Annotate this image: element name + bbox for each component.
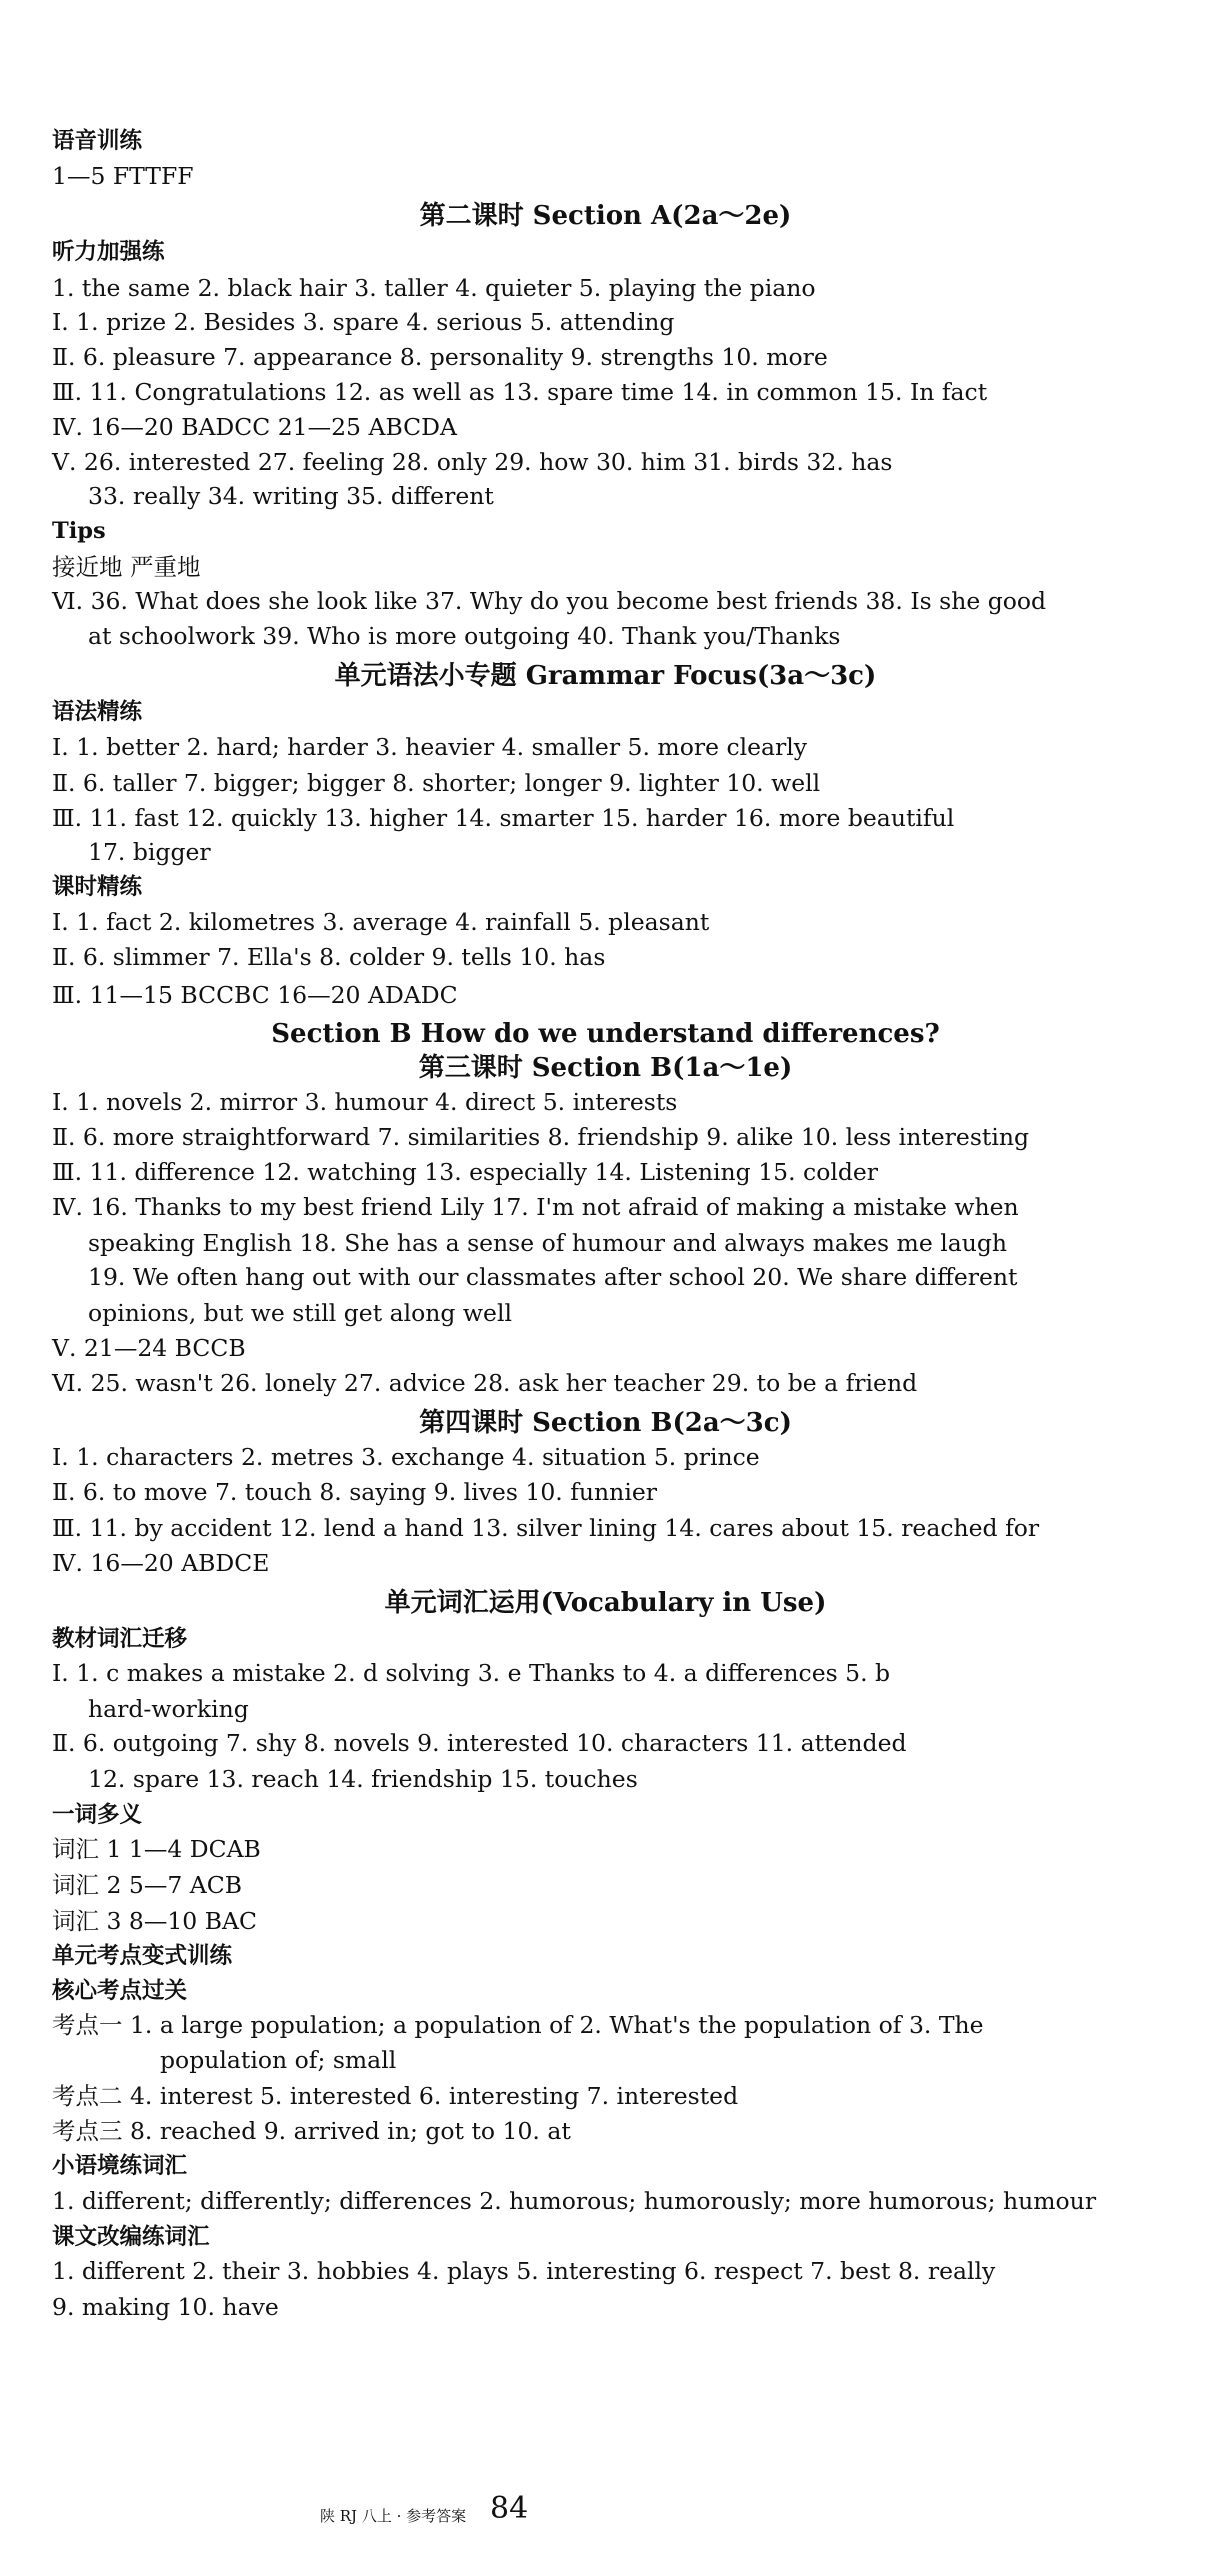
section-heading: 单元语法小专题 Grammar Focus(3a～3c): [334, 661, 877, 691]
subsection-heading: 语法精练: [52, 699, 143, 725]
answer-line: Ⅰ. 1. characters 2. metres 3. exchange 4. situation 5. prince: [52, 1443, 760, 1471]
answer-line: 考点三 8. reached 9. arrived in; got to 10. at: [52, 2117, 571, 2145]
answer-line: Ⅱ. 6. outgoing 7. shy 8. novels 9. interested 10. characters 11. attended: [52, 1729, 907, 1757]
answer-line: Ⅱ. 6. slimmer 7. Ella's 8. colder 9. tells 10. has: [52, 943, 606, 971]
answer-line: Ⅱ. 6. more straightforward 7. similarities 8. friendship 9. alike 10. less interesting: [52, 1123, 1030, 1151]
subsection-heading: 课时精练: [52, 874, 143, 900]
section-heading: 单元词汇运用(Vocabulary in Use): [384, 1588, 827, 1618]
answer-line: Ⅵ. 36. What does she look like 37. Why do you become best friends 38. Is she good: [52, 587, 1047, 615]
answer-line: Ⅰ. 1. novels 2. mirror 3. humour 4. direct 5. interests: [52, 1088, 678, 1116]
subsection-heading: 一词多义: [52, 1802, 143, 1828]
answer-line: Ⅲ. 11. by accident 12. lend a hand 13. silver lining 14. cares about 15. reached for: [52, 1514, 1040, 1542]
page-number: 84: [490, 2491, 529, 2526]
answer-line: 词汇 3 8—10 BAC: [52, 1907, 257, 1935]
subsection-heading: 听力加强练: [52, 239, 165, 265]
answer-line: 1. different 2. their 3. hobbies 4. plays 5. interesting 6. respect 7. best 8. really: [52, 2257, 996, 2285]
answer-line: Ⅳ. 16—20 ABDCE: [52, 1549, 270, 1577]
answer-line: 1—5 FTTFF: [52, 162, 194, 190]
answer-line: 33. really 34. writing 35. different: [88, 482, 494, 510]
answer-line: Ⅱ. 6. taller 7. bigger; bigger 8. shorter; longer 9. lighter 10. well: [52, 769, 821, 797]
subsection-heading: 小语境练词汇: [52, 2153, 188, 2179]
answer-line: Ⅰ. 1. prize 2. Besides 3. spare 4. serious 5. attending: [52, 308, 675, 336]
answer-line: 词汇 2 5—7 ACB: [52, 1871, 242, 1899]
answer-line: at schoolwork 39. Who is more outgoing 40. Thank you/Thanks: [88, 622, 841, 650]
answer-line: Ⅳ. 16. Thanks to my best friend Lily 17. I'm not afraid of making a mistake when: [52, 1193, 1019, 1221]
answer-line: speaking English 18. She has a sense of humour and always makes me laugh: [88, 1229, 1008, 1257]
answer-line: 17. bigger: [88, 838, 211, 866]
answer-line: Ⅱ. 6. pleasure 7. appearance 8. personality 9. strengths 10. more: [52, 343, 828, 371]
answer-line: Ⅲ. 11. Congratulations 12. as well as 13. spare time 14. in common 15. In fact: [52, 378, 988, 406]
answer-line: 1. different; differently; differences 2. humorous; humorously; more humorous; humour: [52, 2187, 1097, 2215]
subsection-heading: 课文改编练词汇: [52, 2224, 210, 2250]
answer-line: Ⅳ. 16—20 BADCC 21—25 ABCDA: [52, 413, 457, 441]
section-heading: 第三课时 Section B(1a～1e): [418, 1053, 793, 1083]
answer-line: 词汇 1 1—4 DCAB: [52, 1835, 261, 1863]
answer-line: 19. We often hang out with our classmates after school 20. We share different: [88, 1263, 1018, 1291]
subsection-heading: 核心考点过关: [52, 1978, 188, 2004]
answer-line: Ⅲ. 11. difference 12. watching 13. especially 14. Listening 15. colder: [52, 1158, 879, 1186]
answer-line: 9. making 10. have: [52, 2293, 279, 2321]
answer-line: Ⅱ. 6. to move 7. touch 8. saying 9. lives 10. funnier: [52, 1478, 657, 1506]
answer-line: population of; small: [160, 2046, 397, 2074]
answer-line: Ⅴ. 21—24 BCCB: [52, 1334, 246, 1362]
subsection-heading: 教材词汇迁移: [52, 1626, 188, 1652]
answer-line: Ⅵ. 25. wasn't 26. lonely 27. advice 28. ask her teacher 29. to be a friend: [52, 1369, 918, 1397]
answer-line: Ⅲ. 11—15 BCCBC 16—20 ADADC: [52, 981, 458, 1009]
footer-label: 陕 RJ 八上 · 参考答案: [320, 2507, 467, 2525]
answer-line: hard-working: [88, 1695, 249, 1723]
answer-line: Ⅰ. 1. fact 2. kilometres 3. average 4. rainfall 5. pleasant: [52, 908, 710, 936]
subsection-heading: Tips: [52, 518, 106, 544]
answer-line: 考点一 1. a large population; a population of 2. What's the population of 3. The: [52, 2011, 984, 2039]
answer-line: Ⅰ. 1. better 2. hard; harder 3. heavier 4. smaller 5. more clearly: [52, 733, 808, 761]
subsection-heading: 语音训练: [52, 128, 143, 154]
answer-line: Ⅰ. 1. c makes a mistake 2. d solving 3. e Thanks to 4. a differences 5. b: [52, 1659, 891, 1687]
section-heading: 第二课时 Section A(2a～2e): [419, 201, 792, 231]
answer-line: Ⅲ. 11. fast 12. quickly 13. higher 14. smarter 15. harder 16. more beautiful: [52, 804, 955, 832]
section-heading: 第四课时 Section B(2a～3c): [419, 1408, 792, 1438]
section-heading: Section B How do we understand differences?: [271, 1019, 940, 1049]
answer-line: 接近地 严重地: [52, 553, 201, 581]
answer-line: 12. spare 13. reach 14. friendship 15. touches: [88, 1765, 638, 1793]
answer-line: 考点二 4. interest 5. interested 6. interesting 7. interested: [52, 2082, 739, 2110]
subsection-heading: 单元考点变式训练: [52, 1943, 233, 1969]
answer-line: Ⅴ. 26. interested 27. feeling 28. only 29. how 30. him 31. birds 32. has: [52, 448, 893, 476]
answer-line: opinions, but we still get along well: [88, 1299, 512, 1327]
answer-line: 1. the same 2. black hair 3. taller 4. quieter 5. playing the piano: [52, 274, 816, 302]
